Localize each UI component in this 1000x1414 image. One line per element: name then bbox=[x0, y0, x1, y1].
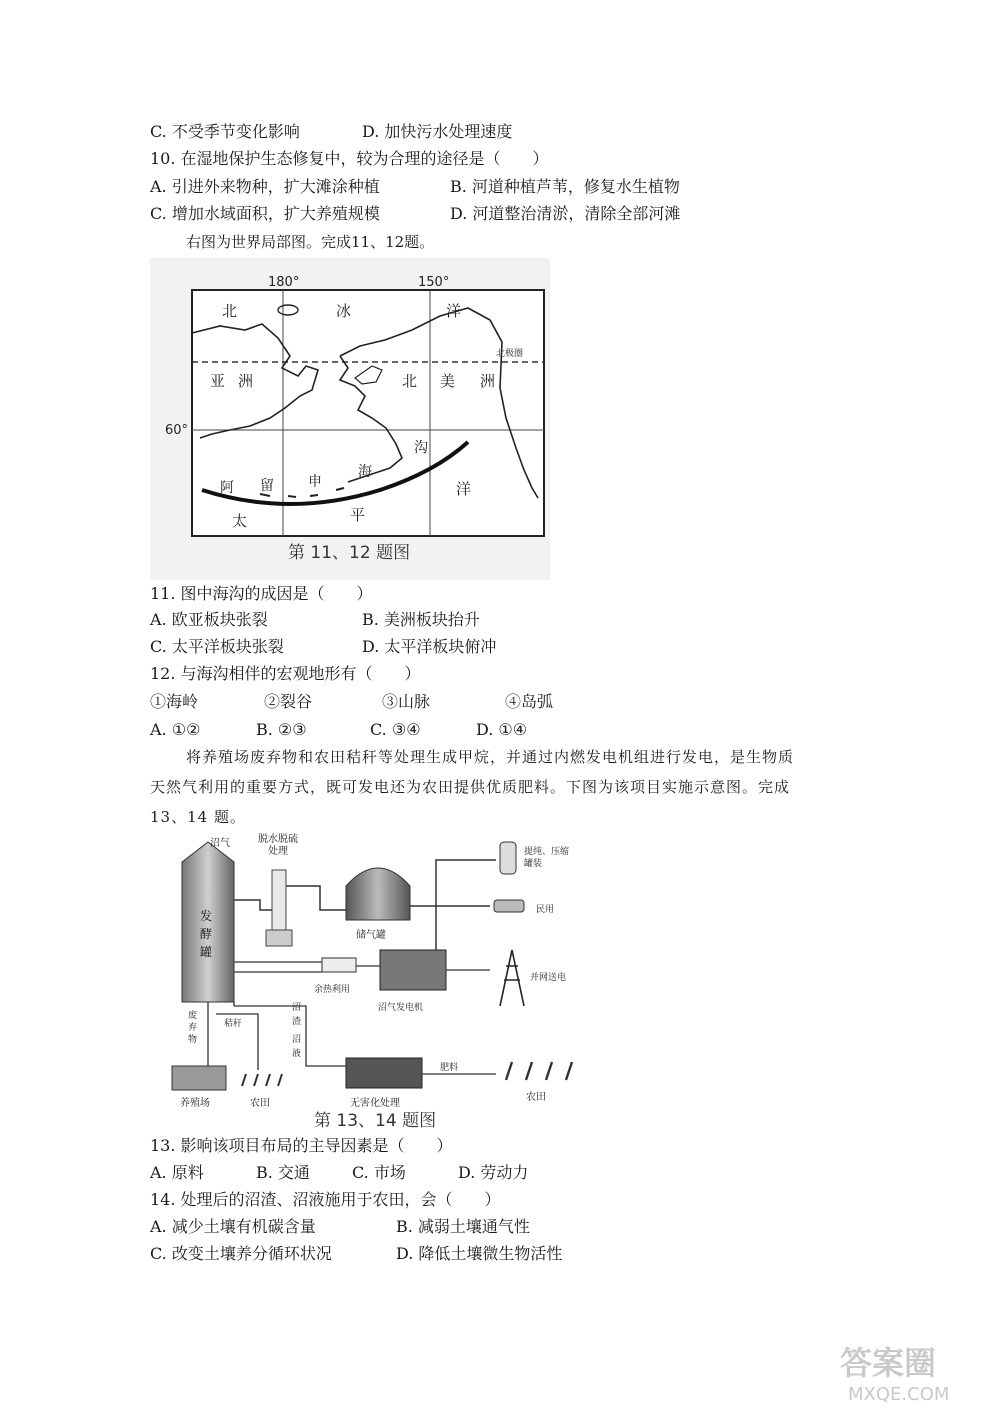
q14-option-b: B. 减弱土壤通气性 bbox=[396, 1217, 530, 1236]
label-zhou: 洲 bbox=[238, 372, 254, 390]
q13-option-d: D. 劳动力 bbox=[458, 1163, 529, 1182]
pressurize-label-1: 提纯、压缩 bbox=[524, 847, 570, 857]
q11-stem: 11. 图中海沟的成因是（ ） bbox=[150, 584, 373, 603]
q12-option-c: C. ③④ bbox=[370, 720, 421, 739]
q10-option-d: D. 河道整治清淤，清除全部河滩 bbox=[450, 204, 681, 223]
intro-13-14-line3: 13、14 题。 bbox=[150, 808, 246, 826]
q13-option-a: A. 原料 bbox=[150, 1163, 204, 1182]
car-icon bbox=[494, 900, 524, 912]
storage-label: 储气罐 bbox=[356, 930, 386, 941]
tank-char-2: 酵 bbox=[200, 927, 213, 941]
label-trench-shen: 申 bbox=[308, 474, 322, 490]
fertilizer-label: 肥料 bbox=[440, 1063, 459, 1073]
generator-label: 沼气发电机 bbox=[378, 1003, 424, 1013]
grid-label: 并网送电 bbox=[530, 973, 567, 983]
label-ping: 平 bbox=[350, 506, 366, 524]
crop-icons-2 bbox=[506, 1062, 572, 1080]
q9-option-d: D. 加快污水处理速度 bbox=[362, 122, 513, 141]
field1-label: 农田 bbox=[250, 1098, 270, 1109]
label-yang: 洋 bbox=[446, 302, 462, 320]
waste-char-3: 物 bbox=[188, 1035, 198, 1045]
dewater-label-1: 脱水脱硫 bbox=[258, 834, 298, 845]
label-ya: 亚 bbox=[210, 372, 226, 390]
label-yang-south: 洋 bbox=[456, 480, 472, 498]
crop-icons-1 bbox=[242, 1074, 282, 1086]
waste-char-1: 废 bbox=[188, 1011, 198, 1021]
q13-option-b: B. 交通 bbox=[256, 1163, 310, 1182]
watermark-logo bbox=[830, 1336, 980, 1406]
q14-option-c: C. 改变土壤养分循环状况 bbox=[150, 1244, 332, 1263]
gas-storage-dome bbox=[346, 868, 410, 920]
q10-stem: 10. 在湿地保护生态修复中，较为合理的途径是（ ） bbox=[150, 149, 549, 168]
q12-item-1: ①海岭 bbox=[150, 692, 199, 711]
watermark-top: 答案圈 bbox=[840, 1344, 937, 1382]
label-trench-a: 阿 bbox=[220, 480, 234, 496]
q12-option-d: D. ①④ bbox=[476, 720, 528, 739]
breeding-farm bbox=[172, 1066, 226, 1090]
q11-option-b: B. 美洲板块抬升 bbox=[362, 610, 480, 629]
label-trench-gou: 沟 bbox=[414, 440, 428, 456]
label-na-mei: 美 bbox=[440, 372, 456, 390]
harmless-treatment bbox=[346, 1058, 422, 1088]
q14-option-d: D. 降低土壤微生物活性 bbox=[396, 1244, 563, 1263]
watermark-bottom: MXQE.COM bbox=[848, 1384, 950, 1405]
label-tai: 太 bbox=[232, 512, 248, 530]
map-caption: 第 11、12 题图 bbox=[288, 543, 411, 563]
intro-11-12: 右图为世界局部图。完成11、12题。 bbox=[186, 233, 435, 251]
q14-option-a: A. 减少土壤有机碳含量 bbox=[150, 1217, 316, 1236]
q12-item-3: ③山脉 bbox=[382, 692, 431, 711]
biogas-diagram bbox=[150, 830, 600, 1130]
power-tower-icon bbox=[500, 950, 524, 1006]
straw-label: 秸秆 bbox=[224, 1019, 243, 1029]
breeding-farm-label: 养殖场 bbox=[180, 1098, 210, 1109]
label-trench-hai: 海 bbox=[358, 464, 372, 480]
residue-char-3: 沼 bbox=[292, 1035, 302, 1045]
tank-char-1: 发 bbox=[200, 909, 213, 923]
q12-option-b: B. ②③ bbox=[256, 720, 307, 739]
q14-stem: 14. 处理后的沼渣、沼液施用于农田，会（ ） bbox=[150, 1190, 501, 1209]
label-na-zhou: 洲 bbox=[480, 372, 496, 390]
q13-stem: 13. 影响该项目布局的主导因素是（ ） bbox=[150, 1136, 453, 1155]
intro-13-14-line2: 天然气利用的重要方式，既可发电还为农田提供优质肥料。下图为该项目实施示意图。完成 bbox=[150, 778, 791, 796]
residue-char-4: 液 bbox=[292, 1049, 302, 1059]
generator bbox=[380, 950, 446, 990]
residue-char-1: 沼 bbox=[292, 1003, 302, 1013]
diagram-caption: 第 13、14 题图 bbox=[314, 1111, 437, 1130]
pressurize-label-2: 罐装 bbox=[524, 859, 543, 869]
heat-label: 余热利用 bbox=[314, 985, 351, 995]
label-bei: 北 bbox=[222, 302, 238, 320]
tank-char-3: 罐 bbox=[200, 945, 213, 959]
q9-option-c: C. 不受季节变化影响 bbox=[150, 122, 300, 141]
q11-option-c: C. 太平洋板块张裂 bbox=[150, 637, 284, 656]
waste-char-2: 弃 bbox=[188, 1023, 198, 1033]
lat-60-label: 60° bbox=[165, 423, 189, 438]
biogas-label: 沼气 bbox=[210, 838, 230, 849]
lon-150-label: 150° bbox=[418, 275, 450, 290]
arctic-circle-label: 北极圈 bbox=[496, 349, 524, 359]
q11-option-d: D. 太平洋板块俯冲 bbox=[362, 637, 497, 656]
q12-item-4: ④岛弧 bbox=[505, 692, 554, 711]
q13-option-c: C. 市场 bbox=[352, 1163, 406, 1182]
q11-option-a: A. 欧亚板块张裂 bbox=[150, 610, 268, 629]
intro-13-14 bbox=[150, 742, 850, 832]
q12-option-a: A. ①② bbox=[150, 720, 201, 739]
gas-cylinder bbox=[500, 842, 516, 874]
label-na-bei: 北 bbox=[402, 372, 418, 390]
intro-13-14-line1: 将养殖场废弃物和农田秸秆等处理生成甲烷，并通过内燃发电机组进行发电，是生物质 bbox=[186, 748, 795, 766]
q10-option-a: A. 引进外来物种，扩大滩涂种植 bbox=[150, 177, 380, 196]
lon-180-label: 180° bbox=[268, 275, 300, 290]
q10-option-b: B. 河道种植芦苇，修复水生植物 bbox=[450, 177, 680, 196]
label-trench-liu: 留 bbox=[260, 478, 274, 494]
field2-label: 农田 bbox=[526, 1092, 546, 1103]
q12-item-2: ②裂谷 bbox=[264, 692, 313, 711]
q12-stem: 12. 与海沟相伴的宏观地形有（ ） bbox=[150, 664, 421, 683]
label-bing: 冰 bbox=[336, 302, 352, 320]
map-figure bbox=[150, 258, 550, 580]
dewater-label-2: 处理 bbox=[268, 846, 288, 857]
residue-char-2: 渣 bbox=[292, 1017, 302, 1027]
civil-label: 民用 bbox=[536, 905, 555, 915]
q10-option-c: C. 增加水域面积，扩大养殖规模 bbox=[150, 204, 380, 223]
harmless-label: 无害化处理 bbox=[350, 1098, 400, 1109]
